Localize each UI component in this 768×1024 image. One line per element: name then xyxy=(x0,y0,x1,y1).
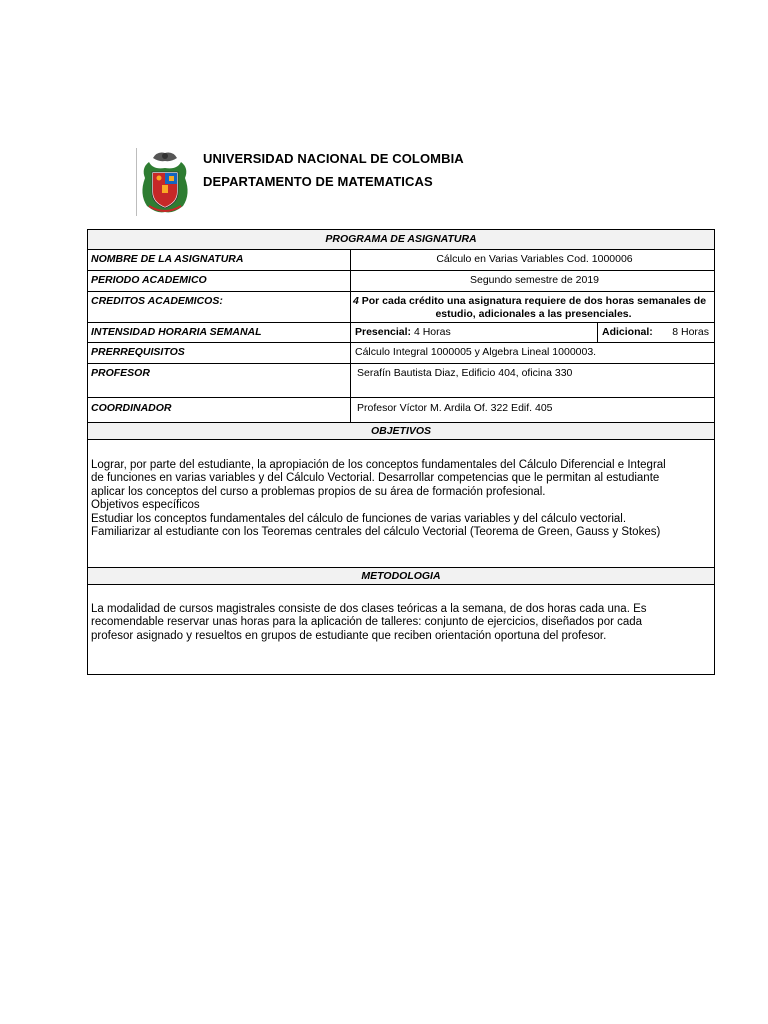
prereq-row xyxy=(88,343,714,364)
prereq-value: Cálculo Integral 1000005 y Algebra Lineal 1000003. xyxy=(355,346,597,358)
adicional-value: 8 Horas xyxy=(672,326,709,338)
program-table xyxy=(87,229,715,675)
methodology-line: La modalidad de cursos magistrales consiste de dos clases teóricas a la semana, de dos horas cada una. Es xyxy=(91,603,647,615)
objectives-line: Lograr, por parte del estudiante, la apropiación de los conceptos fundamentales del Cálculo Diferencial e Integral xyxy=(91,459,666,471)
coordinator-row xyxy=(88,398,714,423)
credits-label: CREDITOS ACADEMICOS: xyxy=(88,292,351,322)
credits-number: 4 xyxy=(353,295,359,307)
presencial-value: 4 Horas xyxy=(413,326,451,338)
professor-value: Serafín Bautista Diaz, Edificio 404, oficina 330 xyxy=(357,367,573,379)
university-name: UNIVERSIDAD NACIONAL DE COLOMBIA xyxy=(203,151,464,166)
subject-row xyxy=(88,250,714,271)
objectives-title: OBJETIVOS xyxy=(88,423,714,440)
objectives-line: aplicar los conceptos del curso a problemas propios de su área de formación profesional. xyxy=(91,485,546,498)
adicional-cell xyxy=(598,323,714,342)
objectives-text xyxy=(91,459,713,539)
subject-label: NOMBRE DE LA ASIGNATURA xyxy=(88,250,351,270)
department-name: DEPARTAMENTO DE MATEMATICAS xyxy=(203,174,433,189)
adicional-label: Adicional: xyxy=(602,326,653,338)
professor-row xyxy=(88,364,714,398)
objectives-line: Estudiar los conceptos fundamentales del cálculo de funciones de varias variables y del cálculo vectorial. xyxy=(91,512,627,525)
professor-label: PROFESOR xyxy=(88,364,351,397)
credits-value xyxy=(351,292,714,322)
objectives-line: Objetivos específicos xyxy=(91,499,200,512)
methodology-line: profesor asignado y resueltos en grupos de estudiante que reciben orientación oportuna del profesor. xyxy=(91,629,607,642)
period-row xyxy=(88,271,714,292)
objectives-line: de funciones en varias variables y del Cálculo Vectorial. Desarrollar competencias que le permitan al estudiante xyxy=(91,472,660,485)
methodology-text xyxy=(91,603,713,643)
credits-row xyxy=(88,292,714,323)
presencial-label: Presencial: xyxy=(355,326,412,338)
methodology-line: recomendable reservar unas horas para la aplicación de talleres: conjunto de ejercicios, diseñados por cada xyxy=(91,616,643,629)
hours-label: INTENSIDAD HORARIA SEMANAL xyxy=(88,323,351,342)
coordinator-value: Profesor Víctor M. Ardila Of. 322 Edif. 405 xyxy=(357,402,553,414)
program-title: PROGRAMA DE ASIGNATURA xyxy=(88,230,714,250)
methodology-title: METODOLOGIA xyxy=(88,568,714,585)
coordinator-label: COORDINADOR xyxy=(88,398,351,422)
period-label: PERIODO ACADEMICO xyxy=(88,271,351,291)
period-value: Segundo semestre de 2019 xyxy=(469,274,599,286)
objectives-section xyxy=(88,440,714,568)
objectives-line: Familiarizar al estudiante con los Teoremas centrales del cálculo Vectorial (Teorema de Green, Gauss y Stokes) xyxy=(91,526,661,539)
prereq-label: PRERREQUISITOS xyxy=(88,343,351,363)
credits-text-line1: Por cada crédito una asignatura requiere de dos horas semanales de xyxy=(361,295,707,307)
presencial-cell xyxy=(351,323,598,342)
credits-text-line2: estudio, adicionales a las presenciales. xyxy=(435,308,632,320)
hours-row xyxy=(88,323,714,343)
subject-value: Cálculo en Varias Variables Cod. 1000006 xyxy=(436,253,633,265)
methodology-section xyxy=(88,585,714,674)
university-crest-logo xyxy=(136,148,193,216)
